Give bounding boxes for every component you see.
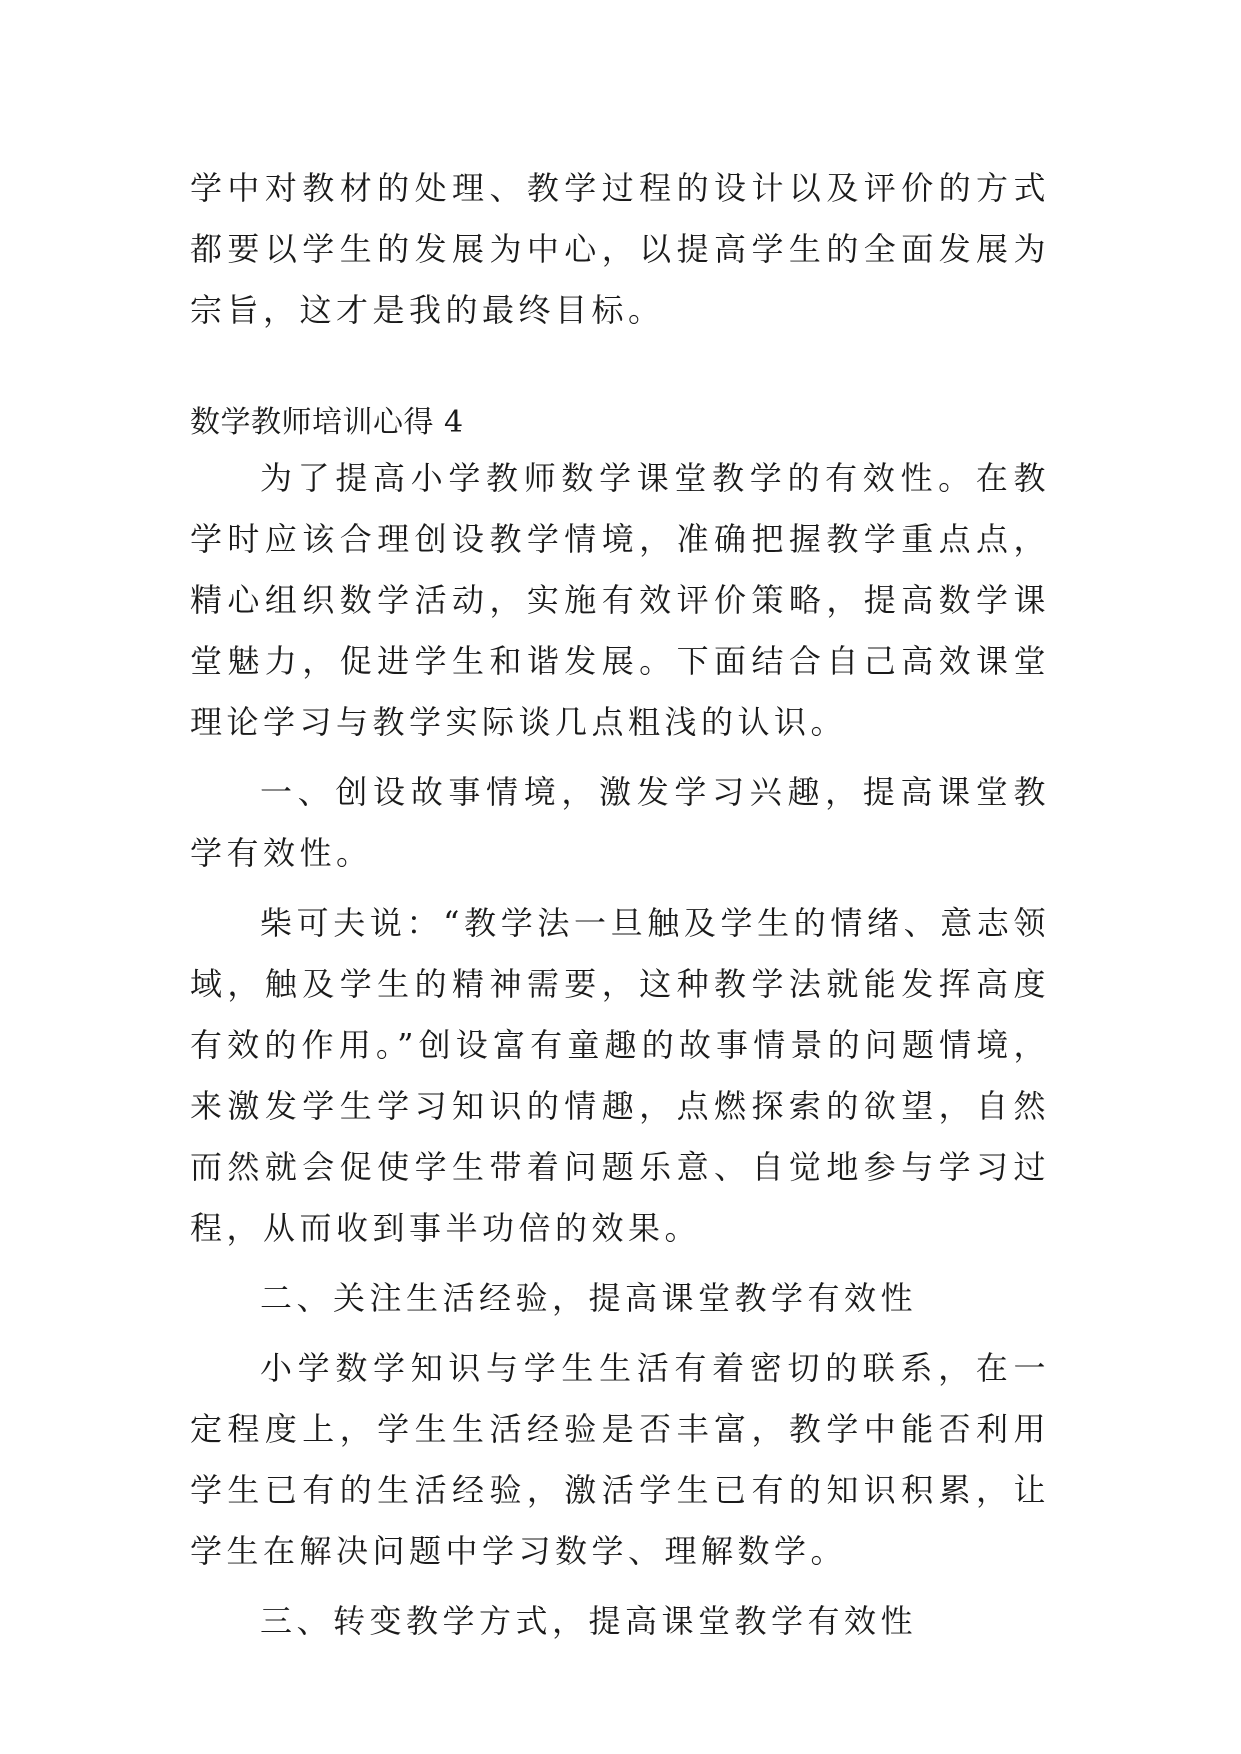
section-title-text: 数学教师培训心得 4 [190,405,464,440]
paragraph-text: 学中对教材的处理、教学过程的设计以及评价的方式都要以学生的发展为中心，以提高学生的全面发展为宗旨，这才是我的最终目标。 [190,169,1050,329]
point-heading-3: 三、转变教学方式，提高课堂教学有效性 [260,1602,918,1640]
section-title [190,392,1050,453]
quote-paragraph: 柴可夫说：“教学法一旦触及学生的情绪、意志领域，触及学生的精神需要，这种教学法就能发挥高度有效的作用。”创设富有童趣的故事情景的问题情境，来激发学生学习知识的情趣，点燃探索的欲望，自然而然就会促使学生带着问题乐意、自觉地参与学习过程，从而收到事半功倍的效果。 [190,904,1050,1247]
life-experience-paragraph: 小学数学知识与学生生活有着密切的联系，在一定程度上，学生生活经验是否丰富，教学中能否利用学生已有的生活经验，激活学生已有的知识积累，让学生在解决问题中学习数学、理解数学。 [190,1349,1050,1570]
continued-paragraph [190,158,1050,341]
point-heading-1: 一、创设故事情境，激发学习兴趣，提高课堂教学有效性。 [190,773,1050,872]
intro-paragraph: 为了提高小学教师数学课堂教学的有效性。在教学时应该合理创设教学情境，准确把握教学重点点，精心组织数学活动，实施有效评价策略，提高数学课堂魅力，促进学生和谐发展。下面结合自己高效课堂理论学习与教学实际谈几点粗浅的认识。 [190,459,1050,741]
point-heading-2: 二、关注生活经验，提高课堂教学有效性 [260,1279,918,1317]
section-body [190,448,1050,1652]
